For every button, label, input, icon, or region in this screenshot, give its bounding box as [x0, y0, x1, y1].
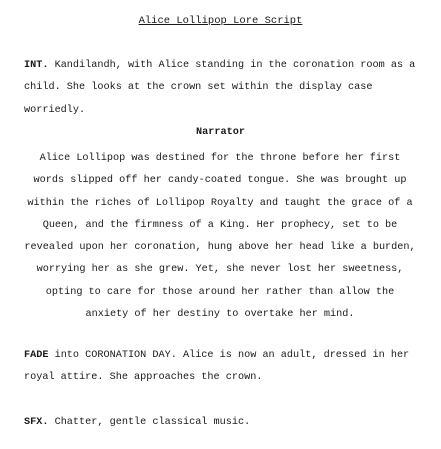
- scene-heading-sfx: [24, 412, 416, 434]
- dialogue-line: Alice Lollipop was destined for the throne before her first: [39, 153, 401, 164]
- dialogue-line: words slipped off her candy-coated tongue. She was brought up: [33, 175, 407, 187]
- dialogue-line: worrying her as she grew. Yet, she never lost her sweetness,: [36, 264, 404, 276]
- scene-description: into CORONATION DAY. Alice is now an adult, dressed in her royal attire. She approaches the crown.: [24, 350, 410, 384]
- dialogue-line: within the riches of Lollipop Royalty and taught the grace of a: [27, 197, 413, 209]
- narrator-dialogue: [20, 148, 420, 326]
- scene-heading-fade: [24, 345, 416, 390]
- dialogue-line: opting to care for those around her rather than allow the: [45, 286, 395, 298]
- dialogue-line: anxiety of her destiny to overtake her mind.: [85, 309, 355, 321]
- slug-fade: FADE: [24, 350, 49, 361]
- scene-description: Chatter, gentle classical music.: [48, 417, 251, 428]
- speaker-name: Narrator: [196, 127, 245, 138]
- dialogue-line: revealed upon her coronation, hung above her head like a burden,: [24, 242, 416, 254]
- document-title: Alice Lollipop Lore Script: [138, 15, 303, 27]
- slug-sfx: SFX.: [24, 417, 49, 428]
- dialogue-line: Queen, and the firmness of a King. Her prophecy, set to be: [42, 219, 398, 231]
- scene-heading-int: [24, 55, 416, 122]
- scene-description: Kandilandh, with Alice standing in the coronation room as a child. She looks at the crown set within the display case worriedly.: [24, 60, 416, 116]
- slug-int: INT.: [24, 60, 49, 71]
